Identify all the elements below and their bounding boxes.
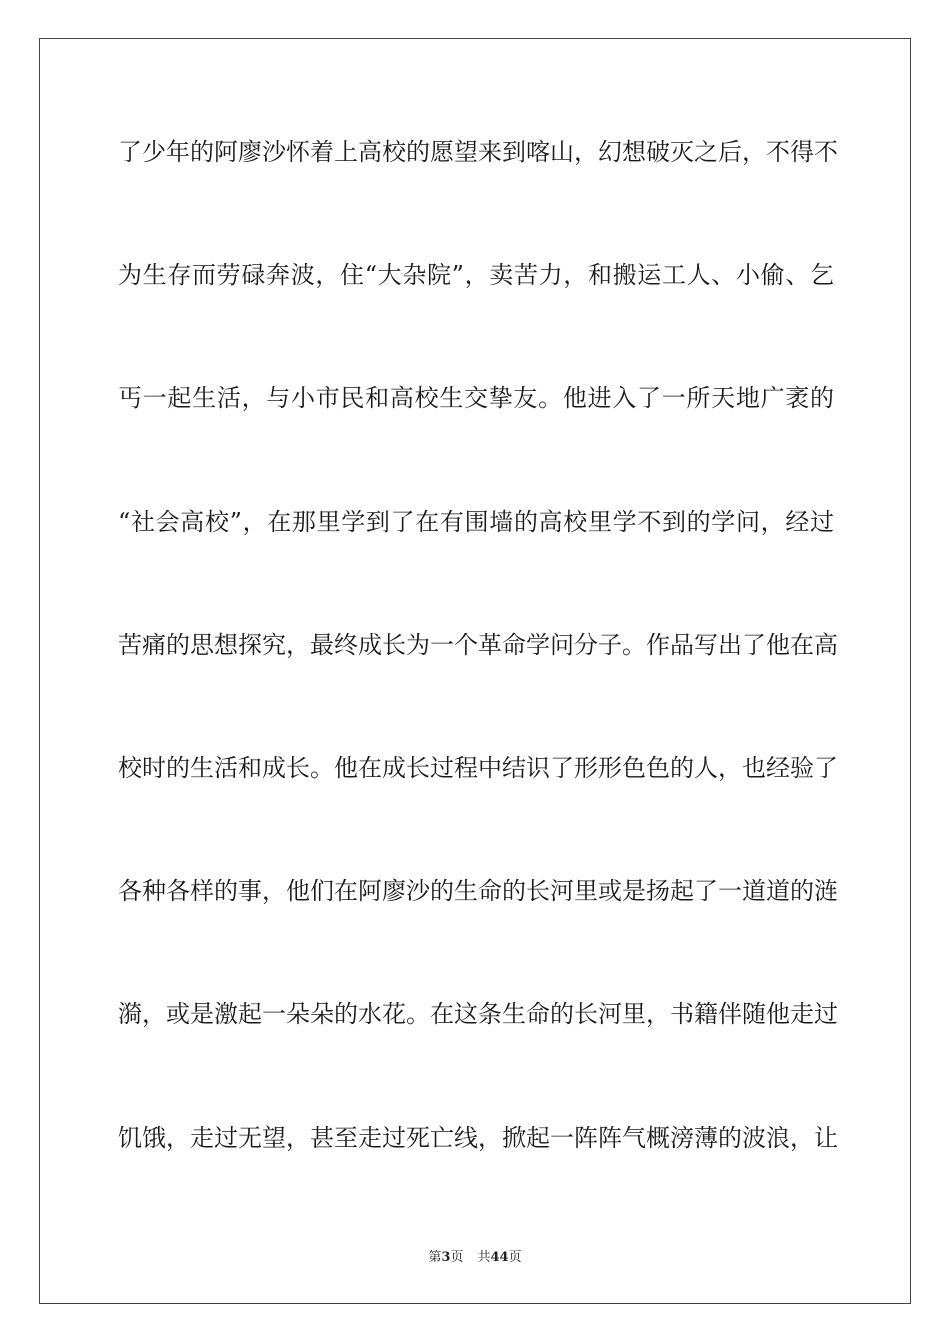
text-line-7: 各种各样的事，他们在阿廖沙的生命的长河里或是扬起了一道道的涟 (118, 877, 838, 906)
text-line-6: 校时的生活和成长。他在成长过程中结识了形形色色的人，也经验了 (118, 753, 838, 782)
total-prefix: 共 (477, 1250, 491, 1265)
text-line-8: 漪，或是激起一朵朵的水花。在这条生命的长河里，书籍伴随他走过 (118, 1000, 838, 1029)
text-line-9: 饥饿，走过无望，甚至走过死亡线，掀起一阵阵气概滂薄的波浪，让 (118, 1123, 838, 1152)
page-footer (0, 1246, 950, 1265)
text-line-4: “社会高校”，在那里学到了在有围墙的高校里学不到的学问，经过 (118, 507, 834, 536)
text-line-1: 了少年的阿廖沙怀着上高校的愿望来到喀山，幻想破灭之后，不得不 (118, 138, 838, 166)
text-line-2: 为生存而劳碌奔波，住“大杂院”，卖苦力，和搬运工人、小偷、乞 (118, 261, 834, 290)
total-suffix: 页 (508, 1250, 522, 1265)
text-line-5: 苦痛的思想探究，最终成长为一个革命学问分子。作品写出了他在高 (118, 630, 838, 659)
page-prefix: 第 (428, 1250, 442, 1265)
text-line-3: 丐一起生活，与小市民和高校生交挚友。他进入了一所天地广袤的 (118, 384, 834, 413)
document-body (118, 122, 838, 1169)
page-suffix: 页 (450, 1250, 464, 1265)
page-number: 3 (441, 1250, 451, 1265)
total-pages: 44 (490, 1250, 509, 1265)
